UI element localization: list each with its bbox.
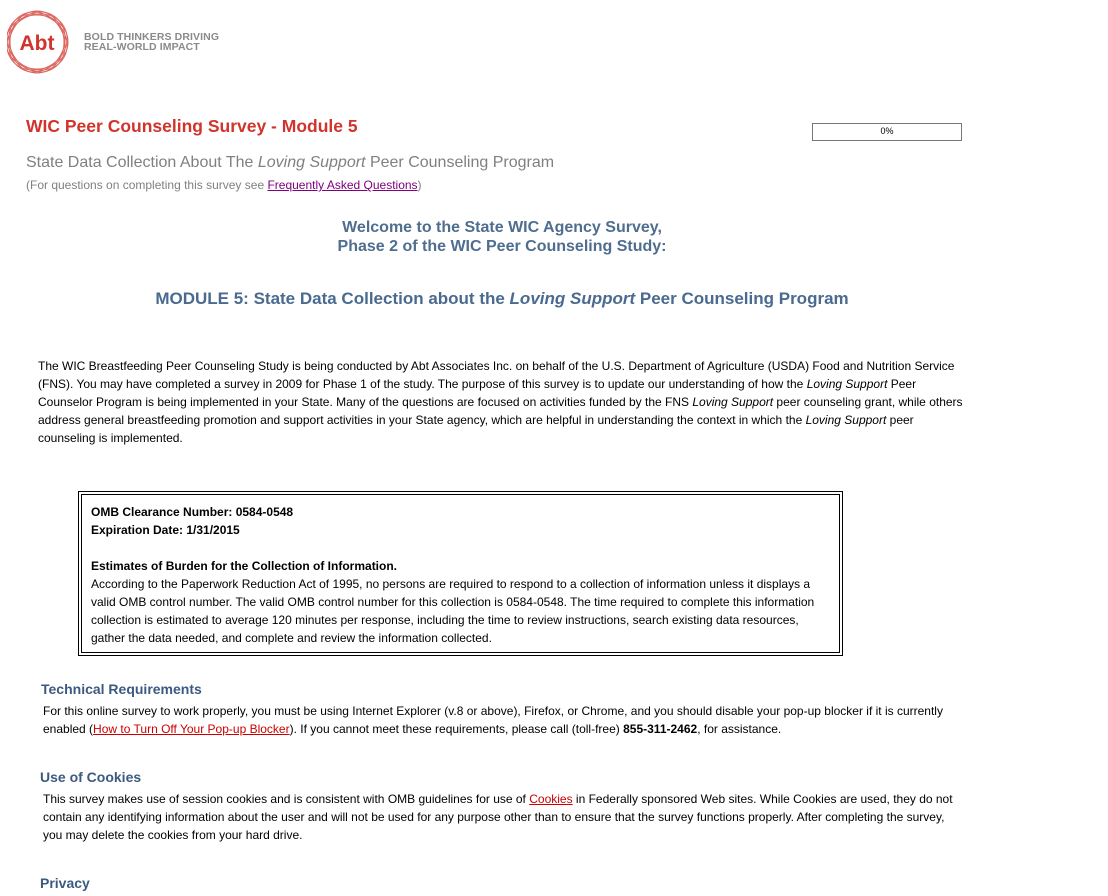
burden-title: Estimates of Burden for the Collection of Information. xyxy=(91,559,398,573)
omb-clearance: OMB Clearance Number: 0584-0548 xyxy=(91,505,294,519)
welcome-line-1: Welcome to the State WIC Agency Survey, xyxy=(342,219,662,236)
brand-tagline xyxy=(84,32,219,52)
popup-blocker-link[interactable]: How to Turn Off Your Pop-up Blocker xyxy=(93,722,290,736)
cookies-paragraph: This survey makes use of session cookies and is consistent with OMB guidelines for use of Cookies in Federally sponsored Web sites. While Cookies are used, they do not contain any identifying information about the user and will not be used for any purpose other than to ensure that the survey functions properly. After completing the survey, you may delete the cookies from your hard drive. xyxy=(43,792,953,842)
tagline-line-2: REAL-WORLD IMPACT xyxy=(84,41,200,53)
abt-logo xyxy=(7,8,69,78)
logo-text: Abt xyxy=(19,32,55,55)
tagline-line-1: BOLD THINKERS DRIVING xyxy=(84,31,220,43)
intro-paragraph: The WIC Breastfeeding Peer Counseling Study is being conducted by Abt Associates Inc. on behalf of the U.S. Department of Agriculture (USDA) Food and Nutrition Service (FNS). You may have completed a survey in 2009 for Phase 1 of the study. The purpose of this survey is to update our understanding of how the Loving Support Peer Counselor Program is being implemented in your State. Many of the questions are focused on activities funded by the FNS Loving Support peer counseling grant, while others address general breastfeeding promotion and support activities in your State agency, which are helpful in understanding the context in which the Loving Support peer counseling is implemented. xyxy=(38,359,963,445)
page-subtitle: State Data Collection About The Loving Support Peer Counseling Program xyxy=(26,154,555,171)
tech-paragraph: For this online survey to work properly, you must be using Internet Explorer (v.8 or above), Firefox, or Chrome, and you should disable your pop-up blocker if it is currently enabled (How to Turn Off Your Pop-up Blocker). If you cannot meet these requirements, please call (toll-free) 855-311-2462, for assistance. xyxy=(43,704,943,736)
omb-expiration: Expiration Date: 1/31/2015 xyxy=(91,523,240,537)
welcome-line-2: Phase 2 of the WIC Peer Counseling Study: xyxy=(337,238,667,255)
cookies-heading: Use of Cookies xyxy=(40,769,142,785)
progress-label: 0% xyxy=(880,126,894,136)
progress-bar xyxy=(812,123,962,141)
support-phone: 855-311-2462 xyxy=(623,722,698,736)
module-heading: MODULE 5: State Data Collection about the Loving Support Peer Counseling Program xyxy=(155,289,849,308)
omb-box xyxy=(78,491,843,656)
tech-heading: Technical Requirements xyxy=(41,681,202,697)
faq-note: (For questions on completing this survey see Frequently Asked Questions) xyxy=(26,178,422,192)
cookies-link[interactable]: Cookies xyxy=(529,792,573,806)
welcome-heading xyxy=(0,218,1004,256)
privacy-heading: Privacy xyxy=(40,875,90,891)
burden-text: According to the Paperwork Reduction Act of 1995, no persons are required to respond to a collection of information unless it displays a valid OMB control number. The valid OMB control number for this collection is 0584-0548. The time required to complete this information collection is estimated to average 120 minutes per response, including the time to review instructions, search existing data resources, gather the data needed, and complete and review the information collected. xyxy=(91,577,815,645)
page-title: WIC Peer Counseling Survey - Module 5 xyxy=(26,116,358,136)
faq-link[interactable]: Frequently Asked Questions xyxy=(267,178,418,192)
